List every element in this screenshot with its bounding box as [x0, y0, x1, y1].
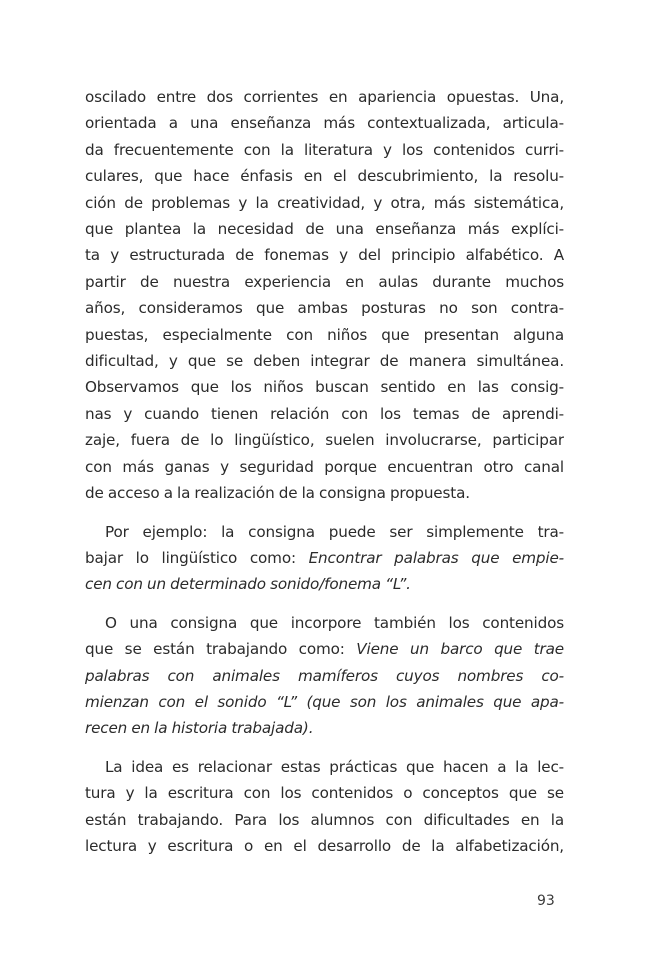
text-line-mixed: [85, 636, 564, 662]
paragraph-2: [85, 519, 564, 598]
text-line: oscilado entre dos corrientes en apariencia opuestas. Una,: [85, 88, 564, 106]
text-line: lectura y escritura o en el desarrollo de la alfabetización,: [85, 836, 564, 855]
text-line: ta y estructurada de fonemas y del principio alfabético. A: [85, 246, 564, 265]
text-line: Observamos que los niños buscan sentido en las consig-: [85, 378, 564, 397]
text-line-italic: palabras con animales mamíferos cuyos nombres co-: [85, 666, 564, 685]
text-line-italic: recen en la historia trabajada).: [85, 719, 314, 738]
text-line: con más ganas y seguridad porque encuentran otro canal: [85, 457, 564, 476]
text-line: Por ejemplo: la consigna puede ser simplemente tra-: [105, 522, 564, 541]
paragraph-3: [85, 610, 564, 742]
text-line: zaje, fuera de lo lingüístico, suelen involucrarse, participar: [85, 431, 564, 450]
text-line: da frecuentemente con la literatura y los contenidos curri-: [85, 140, 564, 159]
text-line-italic: mienzan con el sonido “L” (que son los animales que apa-: [85, 692, 564, 711]
text-line: están trabajando. Para los alumnos con dificultades en la: [85, 810, 564, 829]
text-line: nas y cuando tienen relación con los temas de aprendi-: [85, 404, 564, 423]
text-line: tura y la escritura con los contenidos o conceptos que se: [85, 784, 564, 803]
text-plain: bajar lo lingüístico como:: [85, 548, 309, 567]
text-line: culares, que hace énfasis en el descubrimiento, la resolu-: [85, 167, 564, 186]
text-line: de acceso a la realización de la consigna propuesta.: [85, 484, 470, 503]
text-plain: que se están trabajando como:: [85, 640, 357, 659]
paragraph-4: [85, 754, 564, 860]
text-line: dificultad, y que se deben integrar de manera simultánea.: [85, 352, 564, 371]
text-italic: Encontrar palabras que empie-: [308, 548, 564, 567]
text-line: orientada a una enseñanza más contextualizada, articula-: [85, 114, 564, 133]
text-line: que plantea la necesidad de una enseñanza más explíci-: [85, 220, 564, 239]
text-line: La idea es relacionar estas prácticas que hacen a la lec-: [105, 757, 564, 776]
text-line: puestas, especialmente con niños que presentan alguna: [85, 325, 564, 344]
text-line: ción de problemas y la creatividad, y otra, más sistemática,: [85, 193, 564, 212]
text-italic: Viene un barco que trae: [356, 640, 564, 659]
text-line: O una consigna que incorpore también los contenidos: [105, 613, 564, 632]
text-line: años, consideramos que ambas posturas no son contra-: [85, 299, 564, 318]
text-line-italic: cen con un determinado sonido/fonema “L”.: [85, 575, 411, 594]
text-line: partir de nuestra experiencia en aulas durante muchos: [85, 272, 564, 291]
paragraph-1: [85, 84, 564, 507]
text-line-mixed: [85, 545, 564, 571]
page-body: [85, 84, 564, 859]
page-number: 93: [537, 893, 555, 909]
